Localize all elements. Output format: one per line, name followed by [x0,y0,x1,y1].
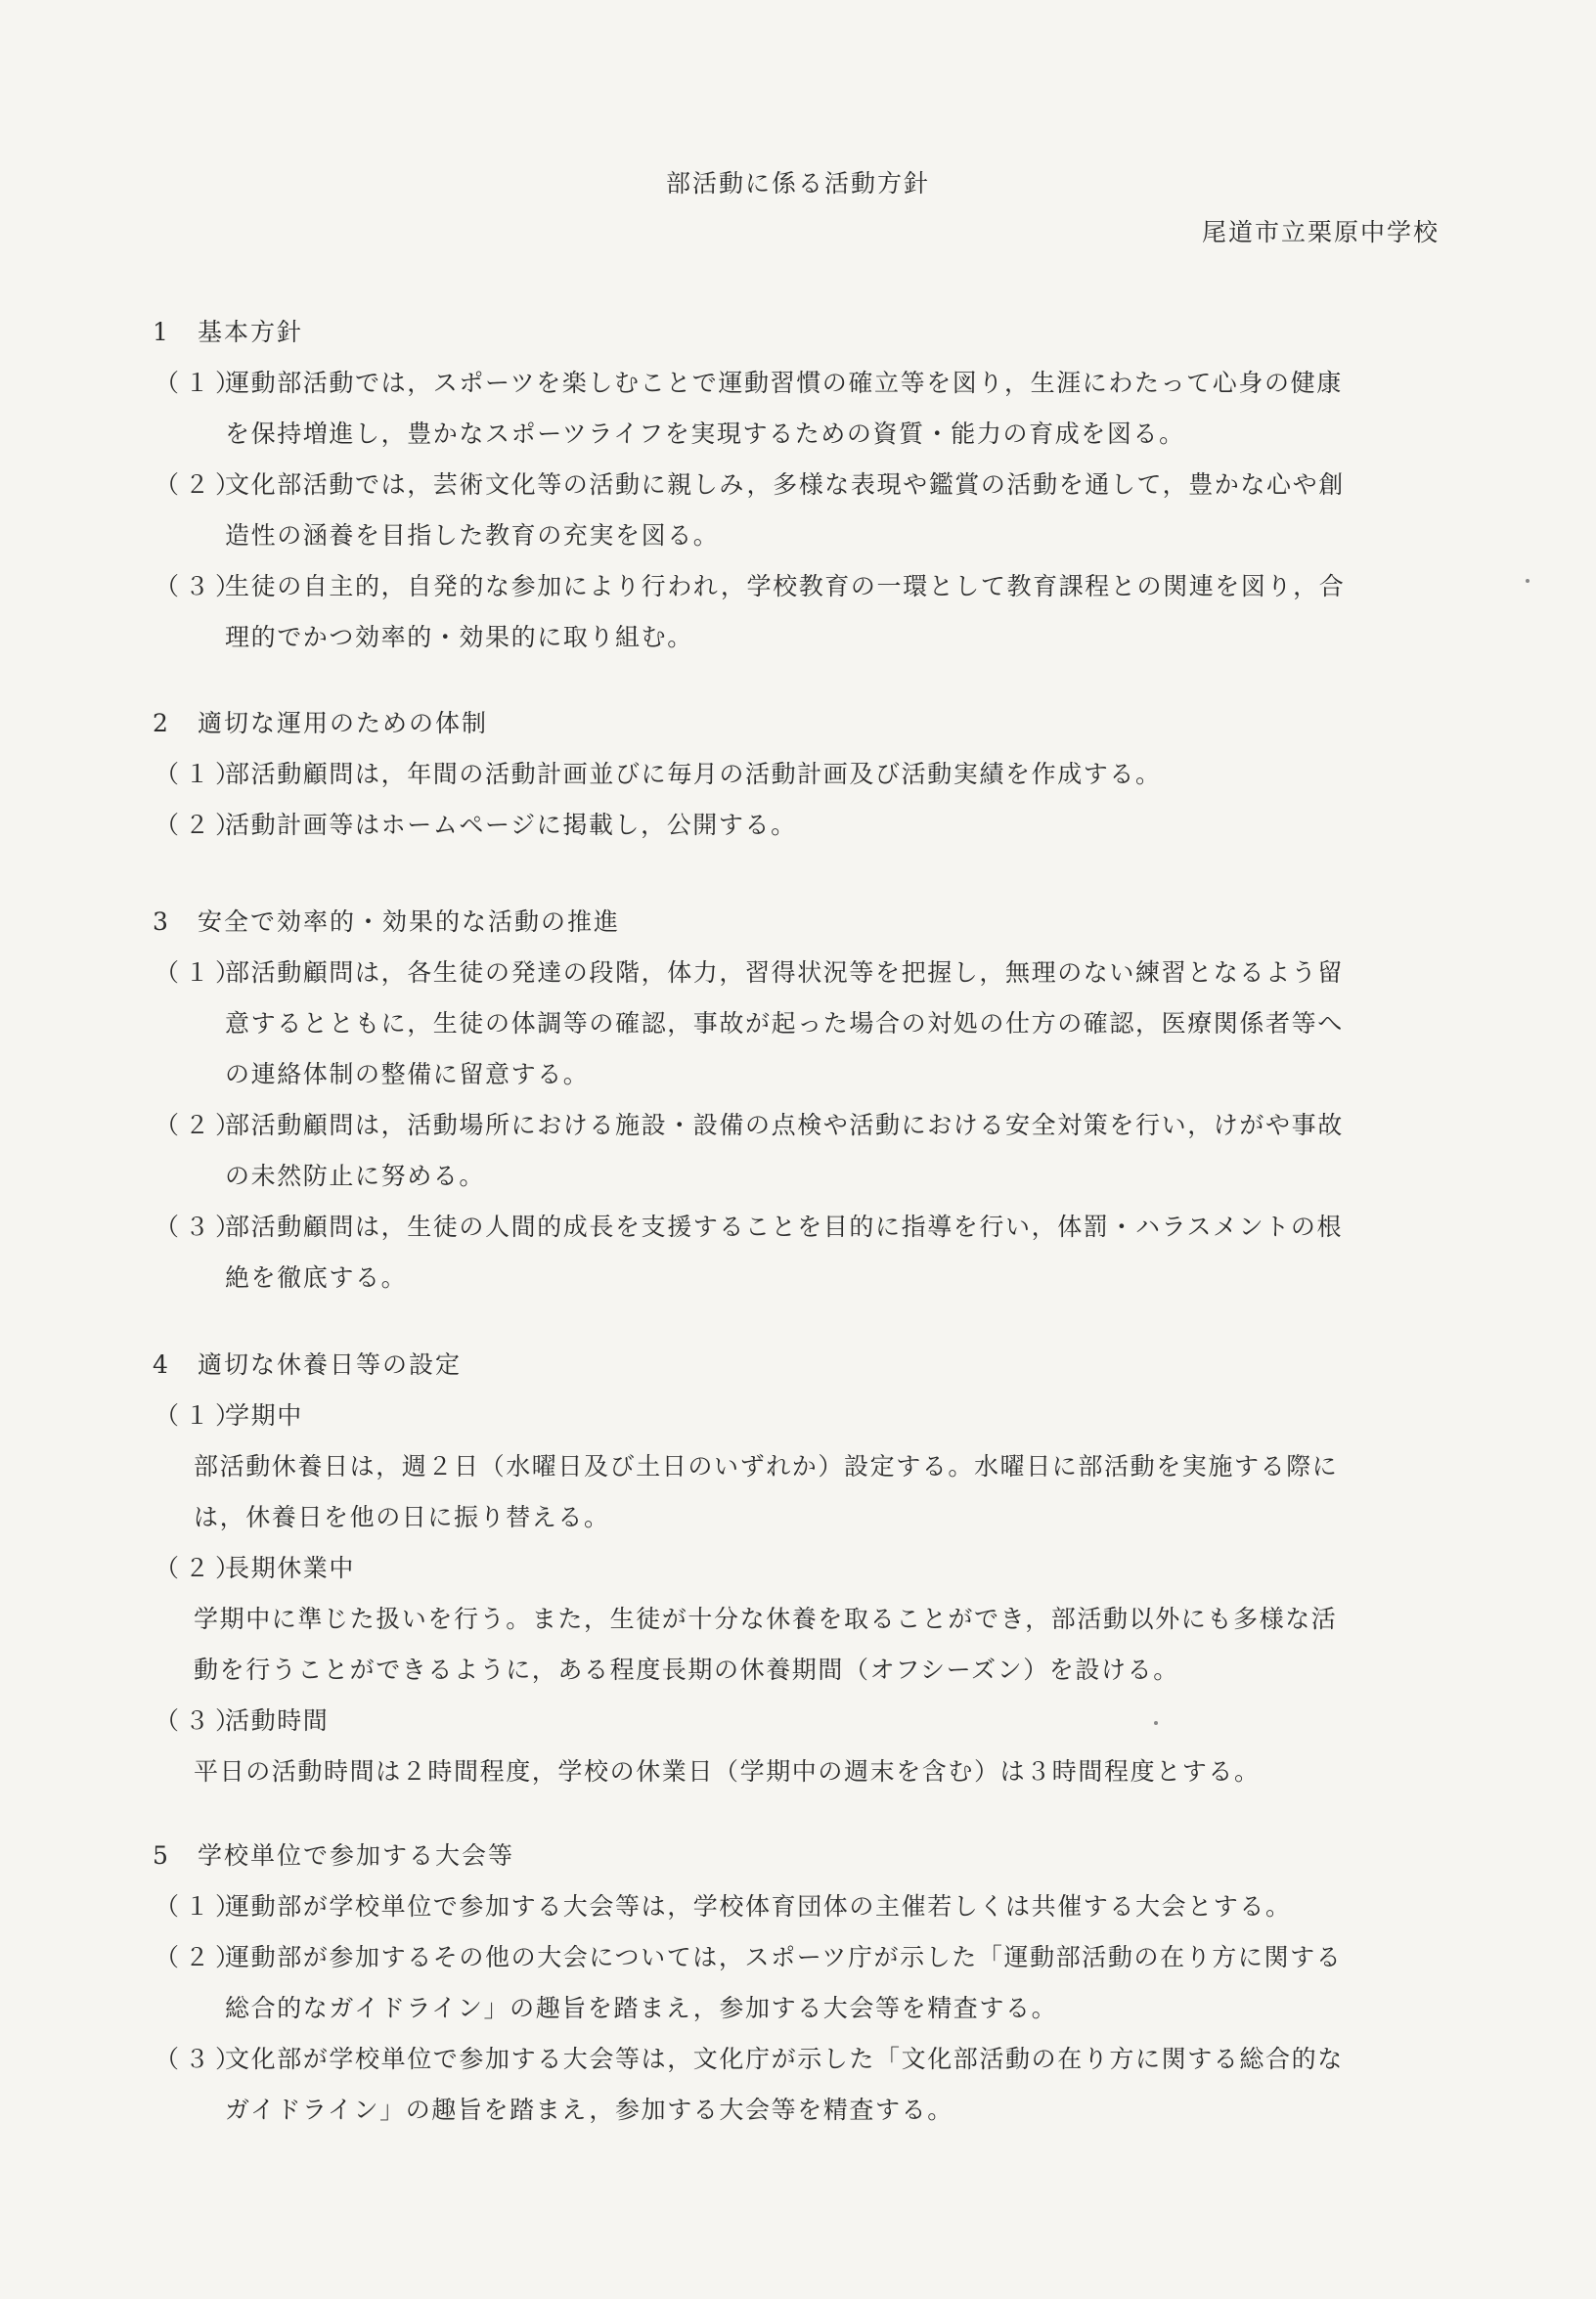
item-number: （２） [155,811,246,839]
section-title: 基本方針 [198,318,304,346]
item-number: （１） [155,1401,246,1430]
item-text-line: を保持増進し，豊かなスポーツライフを実現するための資質・能力の育成を図る。 [225,420,1185,448]
item-text-line: 理的でかつ効率的・効果的に取り組む。 [225,623,693,651]
section-5 [147,1831,1447,2136]
item-text-line: 文化部活動では，芸術文化等の活動に親しみ，多様な表現や鑑賞の活動を通して，豊かな心や創 [225,470,1345,499]
item-body [147,1441,1447,1543]
section-2 [147,698,1447,851]
item-body [147,1746,1447,1797]
section-4 [147,1340,1447,1797]
item-number: （１） [155,1892,246,1921]
item-number: （１） [155,760,246,788]
section-number: 1 [153,318,170,346]
item-text-line: 部活動休養日は，週２日（水曜日及び土日のいずれか）設定する。水曜日に部活動を実施する際に [194,1452,1339,1481]
section-title: 安全で効率的・効果的な活動の推進 [198,907,621,936]
item-text-line: 絶を徹底する。 [225,1263,408,1292]
list-item [147,460,1447,561]
item-number: （１） [155,369,246,397]
item-heading: 学期中 [225,1401,303,1430]
list-item [147,1391,1447,1441]
item-text-line: 生徒の自主的，自発的な参加により行われ，学校教育の一環として教育課程との関連を図り，合 [225,572,1346,600]
list-item [147,1932,1447,2034]
section-heading [147,698,1447,749]
item-text-line: の未然防止に努める。 [225,1162,486,1190]
item-number: （３） [155,1213,246,1241]
section-number: 4 [153,1350,170,1379]
item-text-line: 造性の涵養を目指した教育の充実を図る。 [225,521,720,550]
item-text-line: 部活動顧問は，生徒の人間的成長を支援することを目的に指導を行い，体罰・ハラスメントの根 [225,1213,1344,1241]
list-item [147,2034,1447,2136]
item-text-line: 文化部が学校単位で参加する大会等は，文化庁が示した「文化部活動の在り方に関する総合的な [225,2045,1344,2073]
item-text-line: 総合的なガイドライン」の趣旨を踏まえ，参加する大会等を精査する。 [225,1994,1058,2022]
item-text-line: 運動部が参加するその他の大会については，スポーツ庁が示した「運動部活動の在り方に関する [225,1943,1343,1971]
item-text-line: は，休養日を他の日に振り替える。 [194,1503,610,1531]
item-number: （３） [155,572,246,600]
section-number: 2 [153,709,170,737]
item-number: （２） [155,1111,246,1139]
item-text-line: の連絡体制の整備に留意する。 [225,1060,590,1088]
list-item [147,1696,1447,1746]
item-text-line: 部活動顧問は，活動場所における施設・設備の点検や活動における安全対策を行い，けがや事故 [225,1111,1344,1139]
section-heading [147,1831,1447,1881]
section-number: 5 [153,1841,170,1870]
scan-speck [1154,1721,1158,1725]
item-number: （２） [155,470,246,499]
section-number: 3 [153,907,170,936]
list-item [147,1100,1447,1202]
list-item [147,358,1447,460]
document-title: 部活動に係る活動方針 [665,169,930,198]
school-name: 尾道市立栗原中学校 [1201,218,1440,246]
item-number: （３） [155,2045,246,2073]
list-item [147,1202,1447,1304]
section-heading [147,1340,1447,1391]
list-item [147,1881,1447,1932]
list-item [147,948,1447,1100]
item-text-line: 動を行うことができるように，ある程度長期の休養期間（オフシーズン）を設ける。 [194,1656,1179,1684]
section-title: 適切な運用のための体制 [198,709,489,737]
section-3 [147,897,1447,1304]
list-item [147,749,1447,800]
list-item [147,800,1447,851]
item-text-line: 運動部活動では，スポーツを楽しむことで運動習慣の確立等を図り，生涯にわたって心身の健康 [225,369,1343,397]
section-1 [147,307,1447,663]
item-text-line: 運動部が学校単位で参加する大会等は，学校体育団体の主催若しくは共催する大会とする。 [225,1892,1292,1921]
item-text-line: 学期中に準じた扱いを行う。また，生徒が十分な休養を取ることができ，部活動以外にも多様な活 [194,1605,1338,1633]
list-item [147,1543,1447,1594]
item-text-line: 部活動顧問は，各生徒の発達の段階，体力，習得状況等を把握し，無理のない練習となるよう留 [225,958,1344,987]
item-text-line: 意するとともに，生徒の体調等の確認，事故が起った場合の対処の仕方の確認，医療関係者等へ [225,1009,1344,1038]
scan-speck [1526,579,1530,583]
item-text-line: 平日の活動時間は２時間程度，学校の休業日（学期中の週末を含む）は３時間程度とする。 [194,1757,1261,1786]
item-body [147,1594,1447,1696]
list-item [147,561,1447,663]
item-heading: 活動時間 [225,1706,330,1735]
item-text-line: 部活動顧問は，年間の活動計画並びに毎月の活動計画及び活動実績を作成する。 [225,760,1162,788]
item-text-line: 活動計画等はホームページに掲載し，公開する。 [225,811,797,839]
section-title: 学校単位で参加する大会等 [198,1841,515,1870]
item-number: （２） [155,1554,246,1582]
section-title: 適切な休養日等の設定 [198,1350,463,1379]
item-heading: 長期休業中 [225,1554,356,1582]
item-text-line: ガイドライン」の趣旨を踏まえ，参加する大会等を精査する。 [225,2096,953,2124]
section-heading [147,307,1447,358]
item-number: （２） [155,1943,246,1971]
item-number: （１） [155,958,246,987]
item-number: （３） [155,1706,246,1735]
section-heading [147,897,1447,948]
